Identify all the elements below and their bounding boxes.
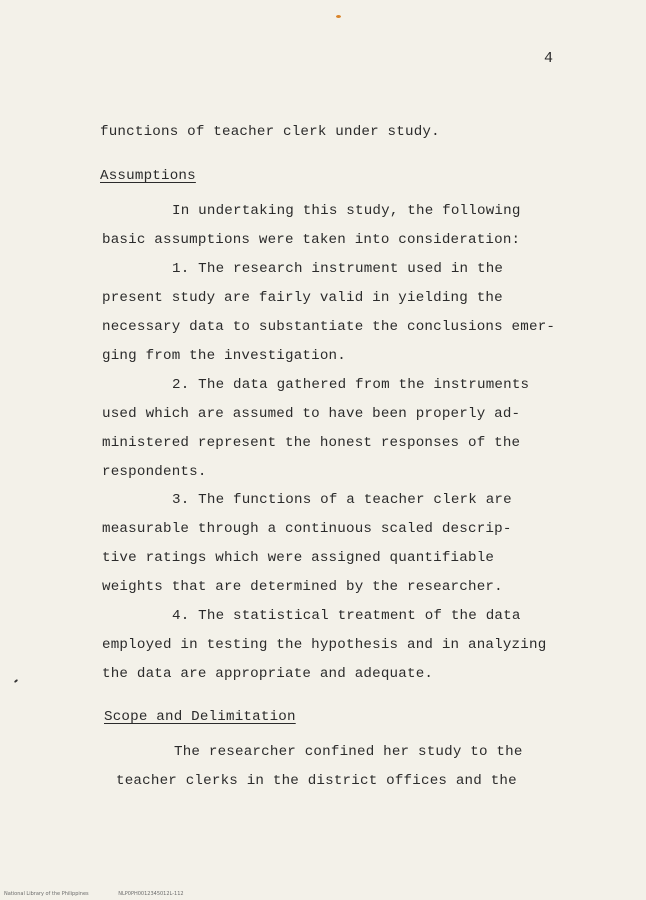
footer-library: National Library of the Philippines [4, 891, 89, 897]
paper-speck [336, 15, 341, 18]
section-heading-assumptions: Assumptions [100, 168, 196, 184]
intro-line: functions of teacher clerk under study. [100, 124, 440, 140]
assumption-item-1: 1. The research instrument used in the [172, 261, 504, 277]
assumption-item-2: 2. The data gathered from the instruments [172, 377, 530, 393]
assumptions-line: necessary data to substantiate the conclusions emer- [102, 319, 556, 335]
assumptions-line: In undertaking this study, the following [172, 203, 521, 219]
assumptions-line: used which are assumed to have been properly ad- [102, 406, 521, 422]
assumptions-line: weights that are determined by the researcher. [102, 579, 503, 595]
scope-line: The researcher confined her study to the [174, 744, 523, 760]
assumptions-line: the data are appropriate and adequate. [102, 666, 434, 682]
assumptions-line: tive ratings which were assigned quantifiable [102, 550, 495, 566]
footer-code: NLP0PH0012345012L-112 [118, 891, 184, 897]
assumptions-line: measurable through a continuous scaled descrip- [102, 521, 512, 537]
assumption-item-3: 3. The functions of a teacher clerk are [172, 492, 512, 508]
assumptions-line: employed in testing the hypothesis and in analyzing [102, 637, 547, 653]
paper-mark [14, 679, 18, 683]
scope-line: teacher clerks in the district offices and the [116, 773, 517, 789]
section-heading-scope: Scope and Delimitation [104, 709, 296, 725]
scan-footer [4, 891, 212, 897]
page-number: 4 [544, 50, 554, 67]
assumption-item-4: 4. The statistical treatment of the data [172, 608, 521, 624]
assumptions-line: ministered represent the honest responses of the [102, 435, 521, 451]
assumptions-line: present study are fairly valid in yielding the [102, 290, 503, 306]
assumptions-line: basic assumptions were taken into consideration: [102, 232, 521, 248]
assumptions-line: respondents. [102, 464, 207, 480]
assumptions-line: ging from the investigation. [102, 348, 346, 364]
